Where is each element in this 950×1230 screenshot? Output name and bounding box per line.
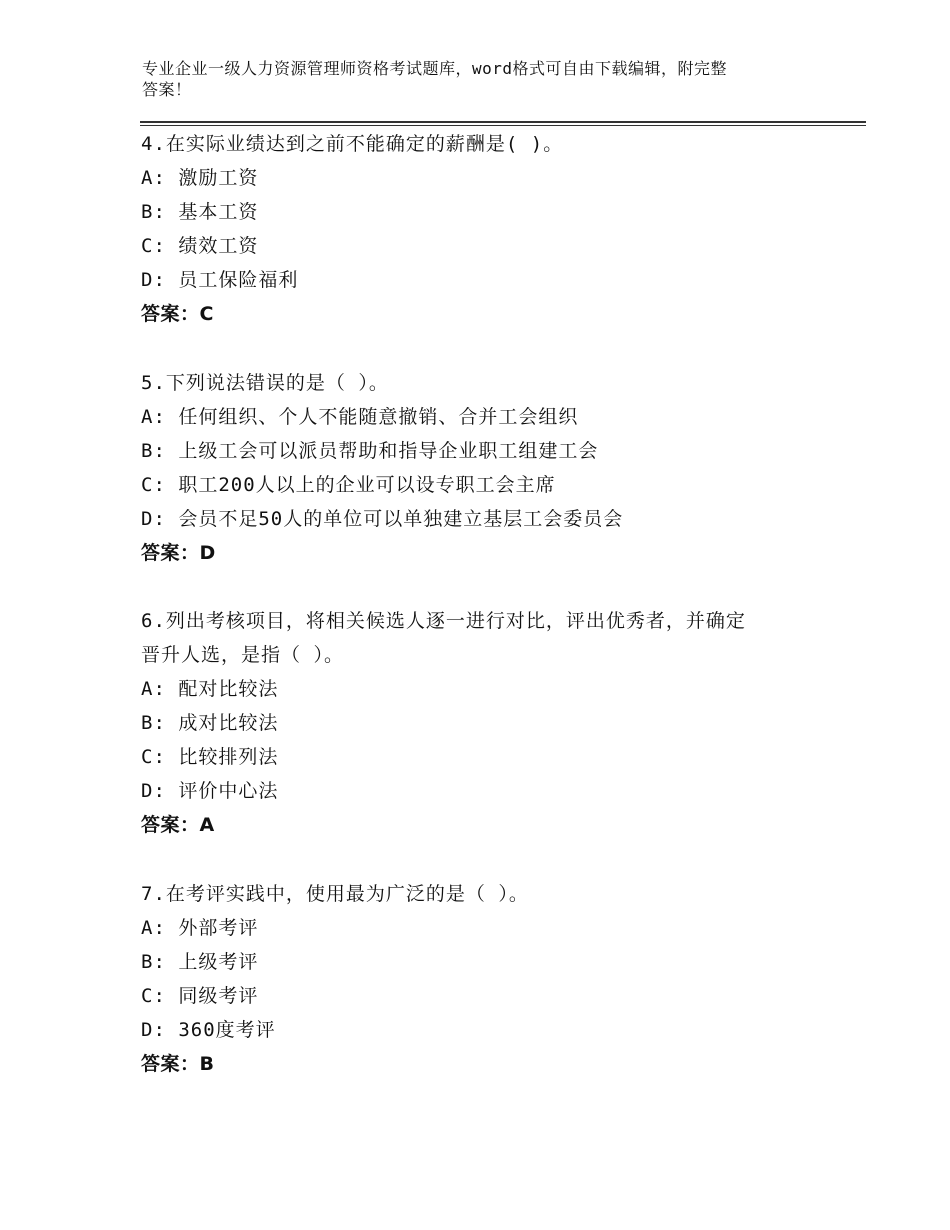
option-a: A: 任何组织、个人不能随意撤销、合并工会组织 (141, 406, 579, 428)
answer-label: 答案：D (141, 542, 216, 564)
option-d: D: 员工保险福利 (141, 269, 299, 291)
header-divider-thick (140, 121, 866, 123)
question-6 (141, 604, 821, 842)
option-d: D: 会员不足50人的单位可以单独建立基层工会委员会 (141, 508, 624, 530)
option-b: B: 上级考评 (141, 951, 259, 973)
question-stem: 6.列出考核项目，将相关候选人逐一进行对比，评出优秀者，并确定 (141, 610, 746, 632)
document-header (142, 58, 822, 100)
question-stem: 5.下列说法错误的是（ ）。 (141, 372, 389, 394)
option-c: C: 职工200人以上的企业可以设专职工会主席 (141, 474, 556, 496)
question-stem: 7.在考评实践中，使用最为广泛的是（ ）。 (141, 883, 529, 905)
option-c: C: 绩效工资 (141, 235, 259, 257)
answer-label: 答案：A (141, 814, 215, 836)
question-5 (141, 366, 821, 570)
question-stem: 4.在实际业绩达到之前不能确定的薪酬是( )。 (141, 133, 564, 155)
header-divider-thin (140, 125, 866, 126)
option-a: A: 激励工资 (141, 167, 259, 189)
question-7 (141, 877, 821, 1081)
option-d: D: 360度考评 (141, 1019, 276, 1041)
header-line-1: 专业企业一级人力资源管理师资格考试题库，word格式可自由下载编辑，附完整 (142, 59, 728, 78)
option-a: A: 配对比较法 (141, 678, 279, 700)
option-b: B: 基本工资 (141, 201, 259, 223)
option-c: C: 同级考评 (141, 985, 259, 1007)
option-c: C: 比较排列法 (141, 746, 279, 768)
option-b: B: 成对比较法 (141, 712, 279, 734)
answer-label: 答案：B (141, 1053, 215, 1075)
answer-label: 答案：C (141, 303, 214, 325)
option-a: A: 外部考评 (141, 917, 259, 939)
question-stem-continued: 晋升人选，是指（ ）。 (141, 644, 344, 666)
header-line-2: 答案！ (142, 80, 192, 99)
option-d: D: 评价中心法 (141, 780, 279, 802)
question-4 (141, 127, 821, 331)
option-b: B: 上级工会可以派员帮助和指导企业职工组建工会 (141, 440, 599, 462)
